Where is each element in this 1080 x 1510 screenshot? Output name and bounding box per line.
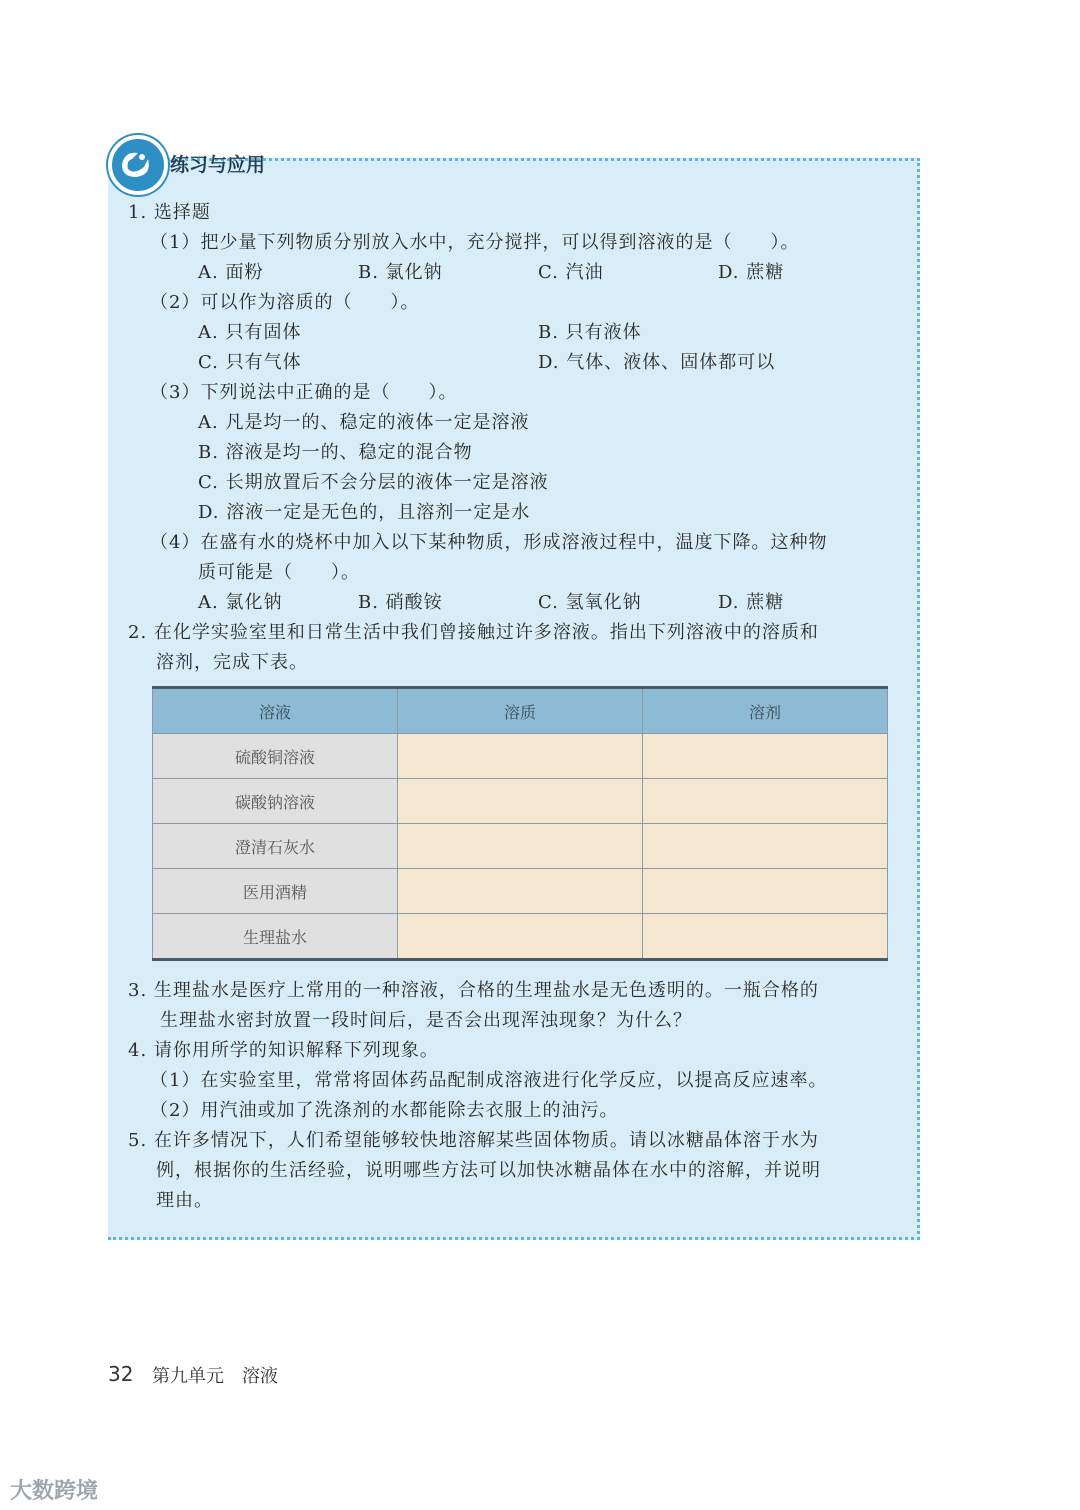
q1-3-option-d: D. 溶液一定是无色的，且溶剂一定是水 bbox=[198, 502, 531, 523]
table-row-label: 澄清石灰水 bbox=[153, 824, 398, 869]
table-cell-solvent[interactable] bbox=[643, 779, 888, 824]
table-header-row bbox=[153, 688, 888, 734]
q1-4-option-c: C. 氢氧化钠 bbox=[538, 592, 642, 613]
q1-4-stem-line1: （4）在盛有水的烧杯中加入以下某种物质，形成溶液过程中，温度下降。这种物 bbox=[150, 532, 828, 553]
table-row bbox=[153, 734, 888, 779]
q3-line1: 3. 生理盐水是医疗上常用的一种溶液，合格的生理盐水是无色透明的。一瓶合格的 bbox=[128, 980, 819, 1001]
q1-3-option-a: A. 凡是均一的、稳定的液体一定是溶液 bbox=[198, 412, 530, 433]
q1-1-option-c: C. 汽油 bbox=[538, 262, 604, 283]
q1-title: 1. 选择题 bbox=[128, 202, 211, 223]
q1-4-option-d: D. 蔗糖 bbox=[718, 592, 785, 613]
q1-2-option-d: D. 气体、液体、固体都可以 bbox=[538, 352, 776, 373]
table-row bbox=[153, 914, 888, 960]
table-header-solution: 溶液 bbox=[153, 688, 398, 734]
solution-table bbox=[152, 686, 888, 961]
table-row bbox=[153, 824, 888, 869]
q1-4-stem-line2: 质可能是（ ）。 bbox=[198, 562, 360, 583]
q4-1: （1）在实验室里，常常将固体药品配制成溶液进行化学反应，以提高反应速率。 bbox=[150, 1070, 828, 1091]
q5-line3: 理由。 bbox=[156, 1190, 213, 1211]
watermark-logo: 大数跨境 bbox=[10, 1479, 99, 1504]
table-cell-solute[interactable] bbox=[398, 779, 643, 824]
q1-4-option-a: A. 氯化钠 bbox=[198, 592, 283, 613]
section-title: 练习与应用 bbox=[170, 154, 266, 176]
q1-1-option-a: A. 面粉 bbox=[198, 262, 264, 283]
q4-2: （2）用汽油或加了洗涤剂的水都能除去衣服上的油污。 bbox=[150, 1100, 619, 1121]
unit-title: 第九单元 溶液 bbox=[152, 1366, 278, 1387]
q1-4-option-b: B. 硝酸铵 bbox=[358, 592, 443, 613]
table-row-label: 硫酸铜溶液 bbox=[153, 734, 398, 779]
table-header-solute: 溶质 bbox=[398, 688, 643, 734]
q1-3-option-c: C. 长期放置后不会分层的液体一定是溶液 bbox=[198, 472, 549, 493]
table-cell-solvent[interactable] bbox=[643, 914, 888, 960]
q1-2-option-b: B. 只有液体 bbox=[538, 322, 642, 343]
table-cell-solute[interactable] bbox=[398, 734, 643, 779]
q2-line2: 溶剂，完成下表。 bbox=[156, 652, 308, 673]
table-cell-solute[interactable] bbox=[398, 869, 643, 914]
q4-title: 4. 请你用所学的知识解释下列现象。 bbox=[128, 1040, 439, 1061]
q1-3-option-b: B. 溶液是均一的、稳定的混合物 bbox=[198, 442, 473, 463]
q1-2-option-a: A. 只有固体 bbox=[198, 322, 302, 343]
table-cell-solvent[interactable] bbox=[643, 734, 888, 779]
q5-line1: 5. 在许多情况下，人们希望能够较快地溶解某些固体物质。请以冰糖晶体溶于水为 bbox=[128, 1130, 819, 1151]
section-badge-icon bbox=[108, 135, 168, 195]
q1-2-option-c: C. 只有气体 bbox=[198, 352, 302, 373]
q1-3-stem: （3）下列说法中正确的是（ ）。 bbox=[150, 382, 458, 403]
table-row-label: 医用酒精 bbox=[153, 869, 398, 914]
table-row bbox=[153, 869, 888, 914]
table-cell-solvent[interactable] bbox=[643, 869, 888, 914]
page-number: 32 bbox=[108, 1362, 134, 1386]
table-cell-solute[interactable] bbox=[398, 914, 643, 960]
q3-line2: 生理盐水密封放置一段时间后，是否会出现浑浊现象？为什么？ bbox=[160, 1010, 692, 1031]
table-row-label: 生理盐水 bbox=[153, 914, 398, 960]
q2-line1: 2. 在化学实验室里和日常生活中我们曾接触过许多溶液。指出下列溶液中的溶质和 bbox=[128, 622, 819, 643]
table-row-label: 碳酸钠溶液 bbox=[153, 779, 398, 824]
q1-2-stem: （2）可以作为溶质的（ ）。 bbox=[150, 292, 420, 313]
q5-line2: 例，根据你的生活经验，说明哪些方法可以加快冰糖晶体在水中的溶解，并说明 bbox=[156, 1160, 821, 1181]
q1-1-stem: （1）把少量下列物质分别放入水中，充分搅拌，可以得到溶液的是（ ）。 bbox=[150, 232, 800, 253]
table-row bbox=[153, 779, 888, 824]
table-header-solvent: 溶剂 bbox=[643, 688, 888, 734]
q1-1-option-b: B. 氯化钠 bbox=[358, 262, 443, 283]
table-cell-solute[interactable] bbox=[398, 824, 643, 869]
table-cell-solvent[interactable] bbox=[643, 824, 888, 869]
q1-1-option-d: D. 蔗糖 bbox=[718, 262, 785, 283]
